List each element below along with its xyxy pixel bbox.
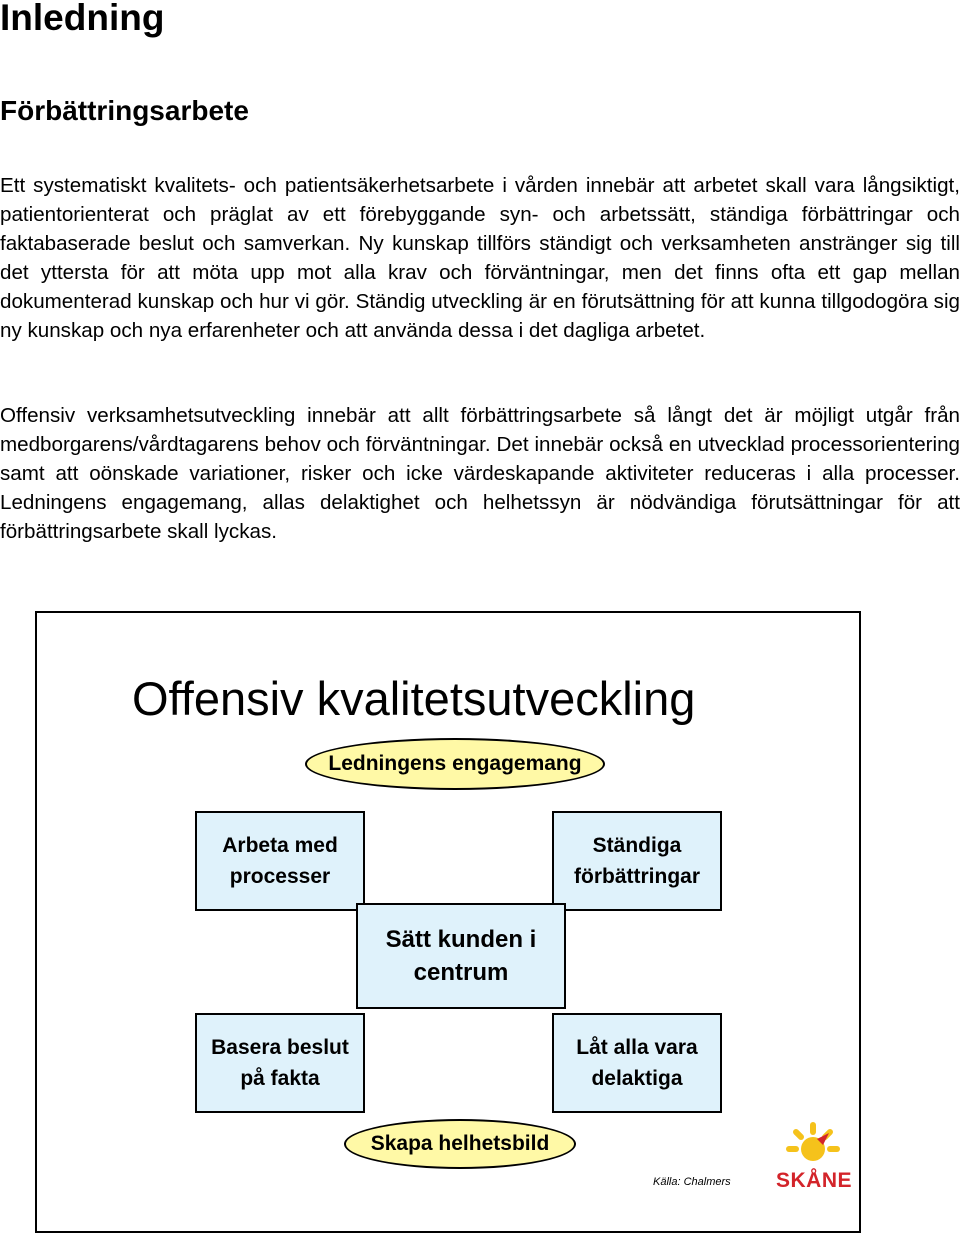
source-note: Källa: Chalmers	[653, 1176, 731, 1188]
section-heading: Förbättringsarbete	[0, 95, 249, 126]
page-heading: Inledning	[0, 0, 165, 38]
paragraph-2: Offensiv verksamhetsutveckling innebär att allt förbättringsarbete så långt det är möjligt utgår från medborgarens/vårdtagarens behov och förväntningar. Det innebär också en utvecklad processorientering samt att oönskade variationer, risker och icke värdeskapande aktiviteter reduceras i alla processer. Ledningens engagemang, allas delaktighet och helhetssyn är nödvändiga förutsättningar för att förbättringsarbete skall lyckas.	[0, 404, 960, 543]
box-participation	[552, 1013, 722, 1113]
ellipse-leadership	[305, 738, 605, 790]
ellipse-overview	[344, 1119, 576, 1169]
box-processes-label: Arbeta med processer	[222, 834, 338, 888]
box-improvements-label: Ständiga förbättringar	[574, 834, 700, 888]
diagram-title: Offensiv kvalitetsutveckling	[132, 672, 696, 725]
box-processes	[195, 811, 365, 911]
box-facts	[195, 1013, 365, 1113]
box-facts-label: Basera beslut på fakta	[211, 1036, 349, 1090]
box-customer-center	[356, 903, 566, 1009]
ellipse-leadership-label: Ledningens engagemang	[328, 752, 582, 775]
box-participation-label: Låt alla vara delaktiga	[576, 1036, 698, 1090]
logo-wordmark: SKÅNE	[776, 1169, 853, 1192]
box-customer-center-label: Sätt kunden i centrum	[385, 926, 537, 986]
ellipse-overview-label: Skapa helhetsbild	[370, 1132, 550, 1155]
quality-diagram	[35, 611, 861, 1233]
box-improvements	[552, 811, 722, 911]
paragraph-1: Ett systematiskt kvalitets- och patientsäkerhetsarbete i vården innebär att arbetet skall vara långsiktigt, patientorienterat och präglat av ett förebyggande syn- och arbetssätt, ständiga förbättringar och faktabaserade beslut och samverkan. Ny kunskap tillförs ständigt och verksamheten anstränger sig till det yttersta för att möta upp mot alla krav och förväntningar, men det finns ofta ett gap mellan dokumenterad kunskap och hur vi gör. Ständig utveckling är en förutsättning för att kunna tillgodogöra sig ny kunskap och nya erfarenheter och att använda dessa i det dagliga arbetet.	[0, 174, 960, 342]
